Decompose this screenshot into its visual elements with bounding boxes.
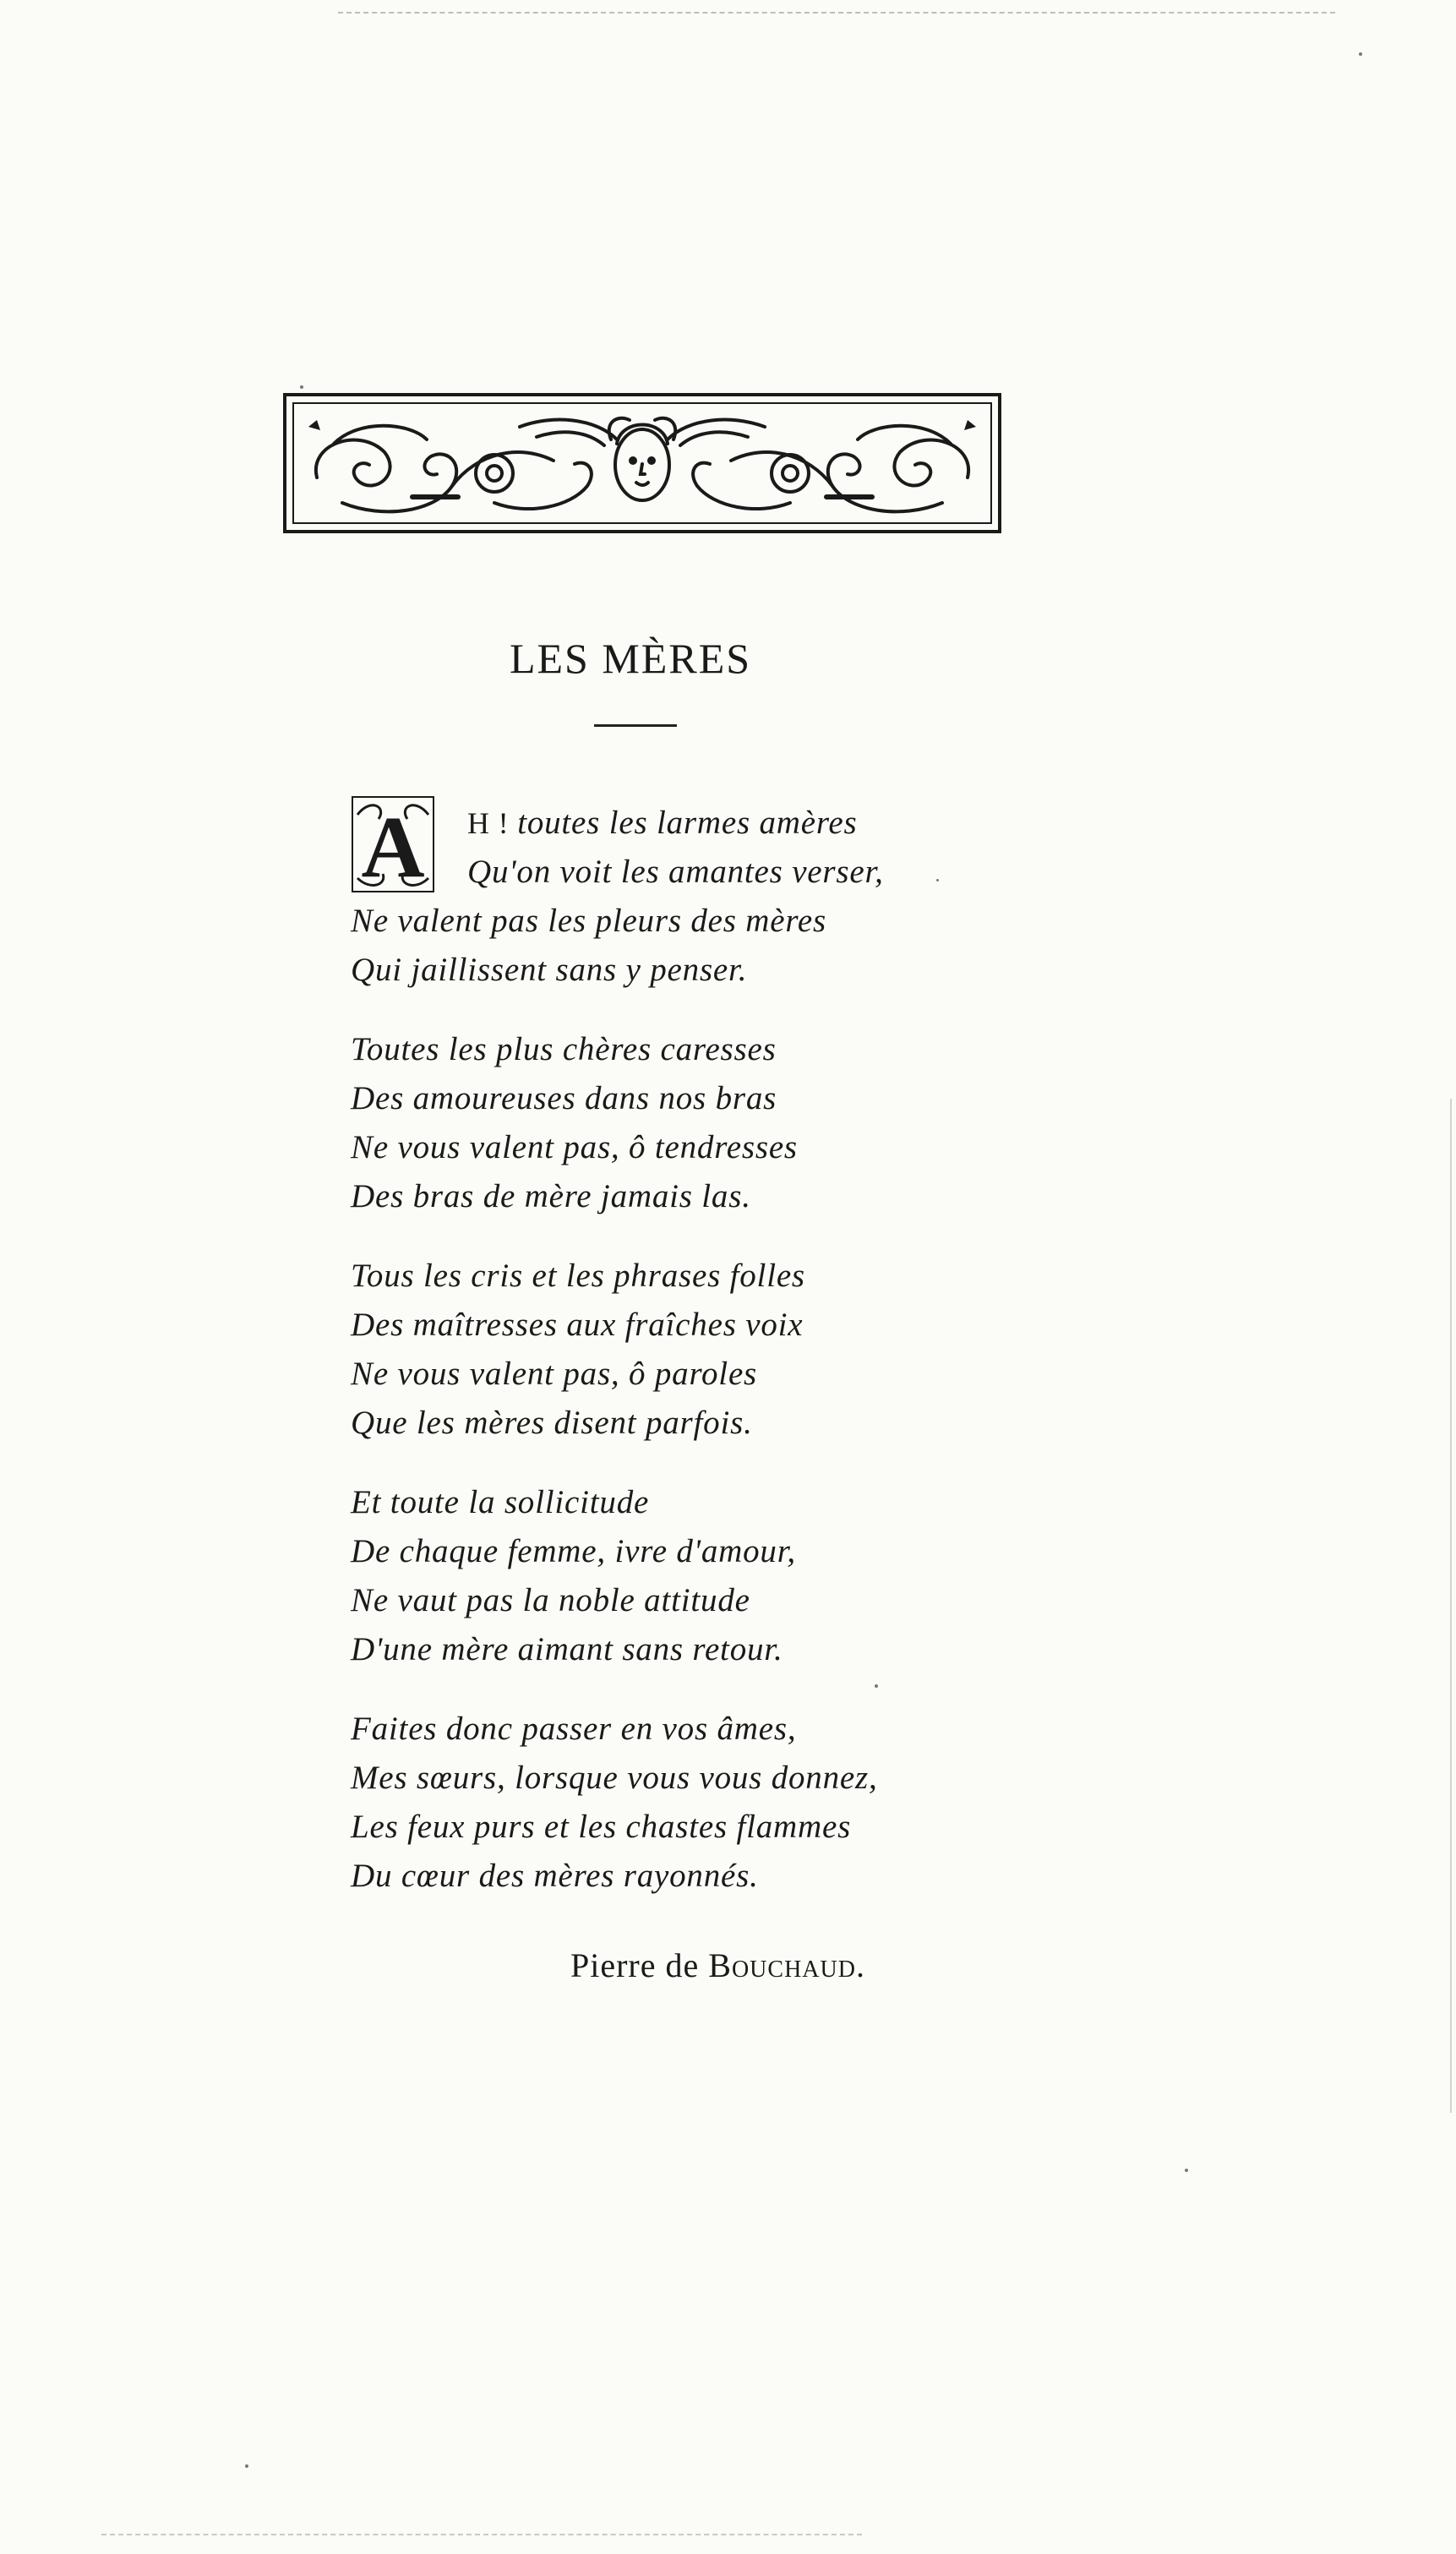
stanza-5: [351, 1705, 993, 1901]
poem-line: Ne valent pas les pleurs des mères: [351, 903, 826, 939]
scan-edge-right: [1450, 1099, 1452, 2113]
poem-line: Toutes les plus chères caresses: [351, 1031, 777, 1067]
poem-line: Ne vaut pas la noble attitude: [351, 1582, 750, 1618]
drop-cap-ornament: [349, 794, 437, 895]
scan-edge-bottom: [101, 2534, 862, 2535]
scan-speck: [1185, 2169, 1188, 2172]
stanza-2: [351, 1025, 993, 1221]
poem-line: Ne vous valent pas, ô paroles: [351, 1356, 758, 1392]
author-last-name: Bouchaud.: [708, 1946, 865, 1984]
scan-speck: [300, 385, 303, 389]
scan-speck: [1359, 52, 1362, 56]
poem-line: Du cœur des mères rayonnés.: [351, 1858, 759, 1894]
scan-speck: [245, 2464, 248, 2468]
poem-line-text: toutes les larmes amères: [517, 805, 858, 841]
stanza-4: [351, 1478, 993, 1674]
poem-line: Tous les cris et les phrases folles: [351, 1258, 805, 1294]
scan-edge-top: [338, 12, 1335, 14]
stanza-3: [351, 1252, 993, 1448]
poem-line: [351, 799, 993, 848]
first-line-prefix: H !: [467, 806, 518, 840]
poem-line: Ne vous valent pas, ô tendresses: [351, 1129, 798, 1165]
scan-speck: [875, 1684, 878, 1688]
poem-line: Et toute la sollicitude: [351, 1484, 650, 1520]
drop-cap-letter: A: [361, 799, 425, 895]
headpiece-ornament: [283, 393, 1001, 533]
poem-line: Faites donc passer en vos âmes,: [351, 1711, 797, 1747]
poem-line: Des maîtresses aux fraîches voix: [351, 1307, 804, 1343]
author-signature: [570, 1946, 865, 1985]
poem-line: Qui jaillissent sans y penser.: [351, 952, 748, 988]
poem-line: Des amoureuses dans nos bras: [351, 1080, 777, 1116]
poem-title: LES MÈRES: [509, 635, 752, 682]
poem-line: Les feux purs et les chastes flammes: [351, 1809, 852, 1845]
poem-line: De chaque femme, ivre d'amour,: [351, 1533, 796, 1569]
poem-line: Des bras de mère jamais las.: [351, 1178, 751, 1214]
poem-body: [351, 799, 993, 1931]
poem-line: Qu'on voit les amantes verser,: [467, 854, 884, 890]
author-first-name: Pierre de: [570, 1946, 709, 1984]
title-rule: [594, 724, 677, 727]
stanza-1: [351, 799, 993, 995]
poem-line: Que les mères disent parfois.: [351, 1405, 753, 1441]
poem-line: Mes sœurs, lorsque vous vous donnez,: [351, 1760, 878, 1796]
scan-speck: [936, 879, 939, 881]
poem-line: D'une mère aimant sans retour.: [351, 1631, 783, 1667]
